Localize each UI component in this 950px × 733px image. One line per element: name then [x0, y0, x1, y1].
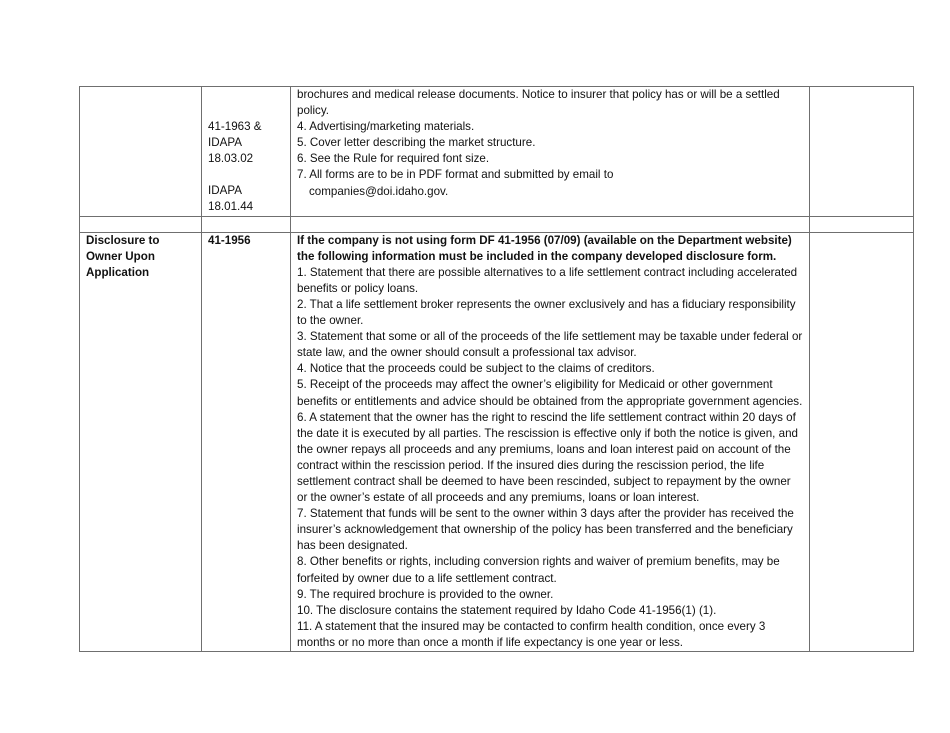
citation-line: 18.03.02	[208, 152, 254, 166]
requirement-item: 10. The disclosure contains the statement required by Idaho Code 41-1956(1) (1).	[297, 603, 717, 617]
notes-cell	[810, 232, 914, 651]
topic-cell: Disclosure to Owner Upon Application	[80, 232, 202, 651]
requirement-item: 1. Statement that there are possible alternatives to a life settlement contract including accelerated benefits or policy loans.	[297, 265, 798, 295]
requirement-item: 11. A statement that the insured may be contacted to confirm health condition, once every 3 months or no more than once a month if life expectancy is one year or less.	[297, 619, 766, 649]
requirement-item: 8. Other benefits or rights, including conversion rights and waiver of premium benefits, may be forfeited by owner due to a life settlement contract.	[297, 555, 780, 585]
requirement-item: companies@doi.idaho.gov.	[309, 184, 449, 198]
topic-cell	[80, 87, 202, 217]
citation-line: IDAPA	[208, 136, 242, 150]
requirement-item: 5. Cover letter describing the market structure.	[297, 136, 536, 150]
citation-line: 41-1963 &	[208, 120, 262, 133]
citation-cell: 41-1956	[202, 232, 291, 651]
citation-cell	[202, 87, 291, 217]
table-row-spacer	[80, 216, 914, 232]
requirement-item: 7. All forms are to be in PDF format and submitted by email to	[297, 168, 614, 182]
requirements-intro: If the company is not using form DF 41-1956 (07/09) (available on the Department website) the following information must be included in the company developed disclosure form.	[297, 233, 792, 263]
citation-line: IDAPA	[208, 184, 242, 198]
requirement-item: 5. Receipt of the proceeds may affect the owner’s eligibility for Medicaid or other government benefits or entitlements and advice should be obtained from the appropriate government agencies.	[297, 378, 803, 408]
requirements-table	[79, 86, 914, 652]
requirement-item: 7. Statement that funds will be sent to the owner within 3 days after the provider has received the insurer’s acknowledgement that ownership of the policy has been transferred and the beneficiary has been designated.	[297, 507, 794, 553]
requirement-item: 6. A statement that the owner has the right to rescind the life settlement contract within 20 days of the date it is executed by all parties. The rescission is effective only if both the notice is given, and the owner repays all proceeds and any premiums, loans and loan interest paid on account of the contract within the rescission period. If the insured dies during the rescission period, the life settlement contract shall be deemed to have been rescinded, subject to repayment by the owner or the owner’s estate of all proceeds and any premiums, loans or loan interest.	[297, 410, 798, 505]
requirement-item: 4. Advertising/marketing materials.	[297, 120, 475, 134]
requirement-item: 3. Statement that some or all of the proceeds of the life settlement may be taxable under federal or state law, and the owner should consult a professional tax advisor.	[297, 330, 803, 360]
requirement-item: 4. Notice that the proceeds could be subject to the claims of creditors.	[297, 362, 655, 376]
requirement-item: 2. That a life settlement broker represents the owner exclusively and has a fiduciary responsibility to the owner.	[297, 297, 796, 328]
requirement-item: 6. See the Rule for required font size.	[297, 152, 490, 166]
notes-cell	[810, 87, 914, 217]
requirements-cell	[291, 87, 810, 217]
requirement-item: brochures and medical release documents. Notice to insurer that policy has or will be a settled policy.	[297, 88, 780, 118]
requirements-list	[297, 265, 803, 651]
table-row-continuation	[80, 87, 914, 217]
requirement-item: 9. The required brochure is provided to the owner.	[297, 587, 554, 601]
table-row-disclosure	[80, 232, 914, 651]
requirements-cell	[291, 232, 810, 651]
citation-line	[208, 167, 284, 183]
citation-line: 18.01.44	[208, 200, 254, 214]
